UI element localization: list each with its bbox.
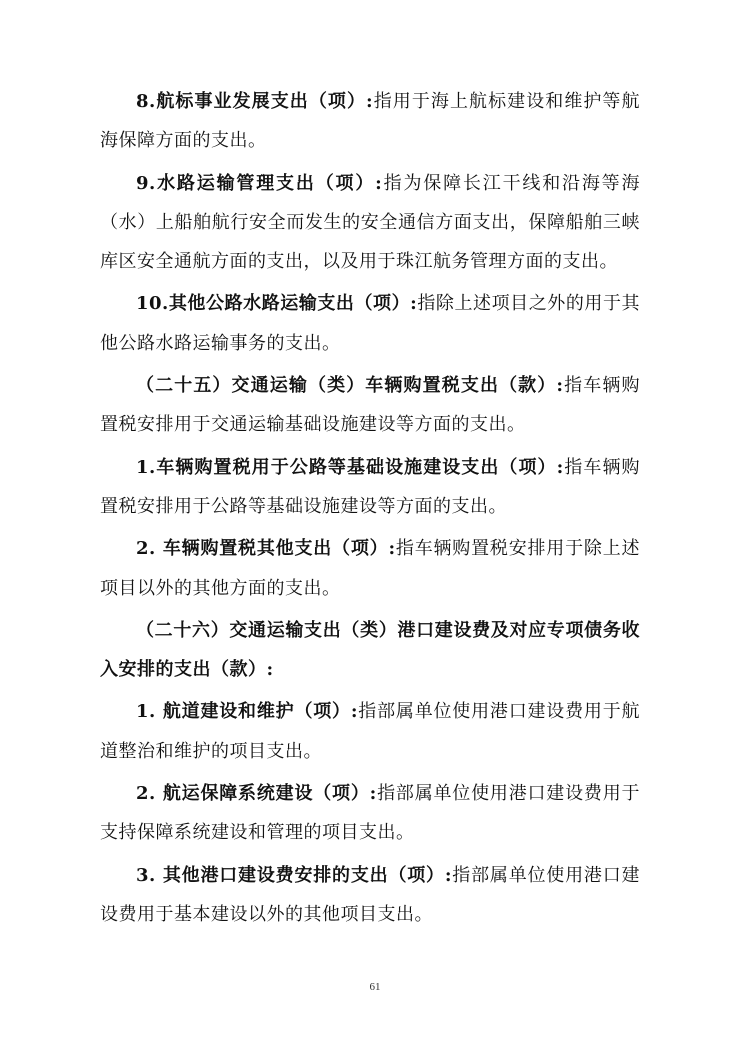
paragraph-heading: （二十六）交通运输支出（类）港口建设费及对应专项债务收入安排的支出（款）: xyxy=(100,619,640,681)
document-body xyxy=(100,82,640,937)
paragraph-heading: 2. 车辆购置税其他支出（项）: xyxy=(136,538,396,560)
paragraph-item-26-1 xyxy=(100,692,640,771)
page-number: 61 xyxy=(369,981,381,993)
paragraph-item-26-3 xyxy=(100,856,640,935)
paragraph-item-26-2 xyxy=(100,774,640,853)
paragraph-text: 指为保障长江干线和沿海等海（水）上船舶航行安全而发生的安全通信方面支出，保障船舶三峡库区安全通航方面的支出，以及用于珠江航务管理方面的支出。 xyxy=(100,172,641,273)
paragraph-text: 指用于海上航标建设和维护等航海保障方面的支出。 xyxy=(100,91,640,152)
paragraph-text: 指部属单位使用港口建设费用于基本建设以外的其他项目支出。 xyxy=(100,864,640,925)
paragraph-item-8 xyxy=(100,82,640,161)
paragraph-item-25-1 xyxy=(100,448,640,527)
paragraph-text: 指除上述项目之外的用于其他公路水路运输事务的支出。 xyxy=(100,293,641,354)
paragraph-text: 指部属单位使用港口建设费用于航道整治和维护的项目支出。 xyxy=(100,701,640,762)
paragraph-text: 指部属单位使用港口建设费用于支持保障系统建设和管理的项目支出。 xyxy=(100,783,641,844)
section-26-heading-paragraph xyxy=(100,611,640,690)
paragraph-text: 指车辆购置税安排用于交通运输基础设施建设等方面的支出。 xyxy=(100,375,640,436)
paragraph-item-10 xyxy=(100,284,640,363)
paragraph-heading: 2. 航运保障系统建设（项）: xyxy=(136,783,377,805)
paragraph-text: 指车辆购置税安排用于公路等基础设施建设等方面的支出。 xyxy=(100,456,641,517)
paragraph-heading: 3. 其他港口建设费安排的支出（项）: xyxy=(136,864,452,886)
paragraph-text: 指车辆购置税安排用于除上述项目以外的其他方面的支出。 xyxy=(100,538,641,599)
paragraph-heading: 1.车辆购置税用于公路等基础设施建设支出（项）: xyxy=(136,456,564,478)
paragraph-heading: 9.水路运输管理支出（项）: xyxy=(136,172,383,194)
paragraph-heading: 8.航标事业发展支出（项）: xyxy=(136,91,374,112)
paragraph-heading: （二十五）交通运输（类）车辆购置税支出（款）: xyxy=(136,375,564,397)
paragraph-item-25-2 xyxy=(100,529,640,608)
paragraph-heading: 10.其他公路水路运输支出（项）: xyxy=(136,293,418,315)
section-25-heading-paragraph xyxy=(100,366,640,445)
paragraph-heading: 1. 航道建设和维护（项）: xyxy=(136,701,358,723)
paragraph-item-9 xyxy=(100,164,640,282)
